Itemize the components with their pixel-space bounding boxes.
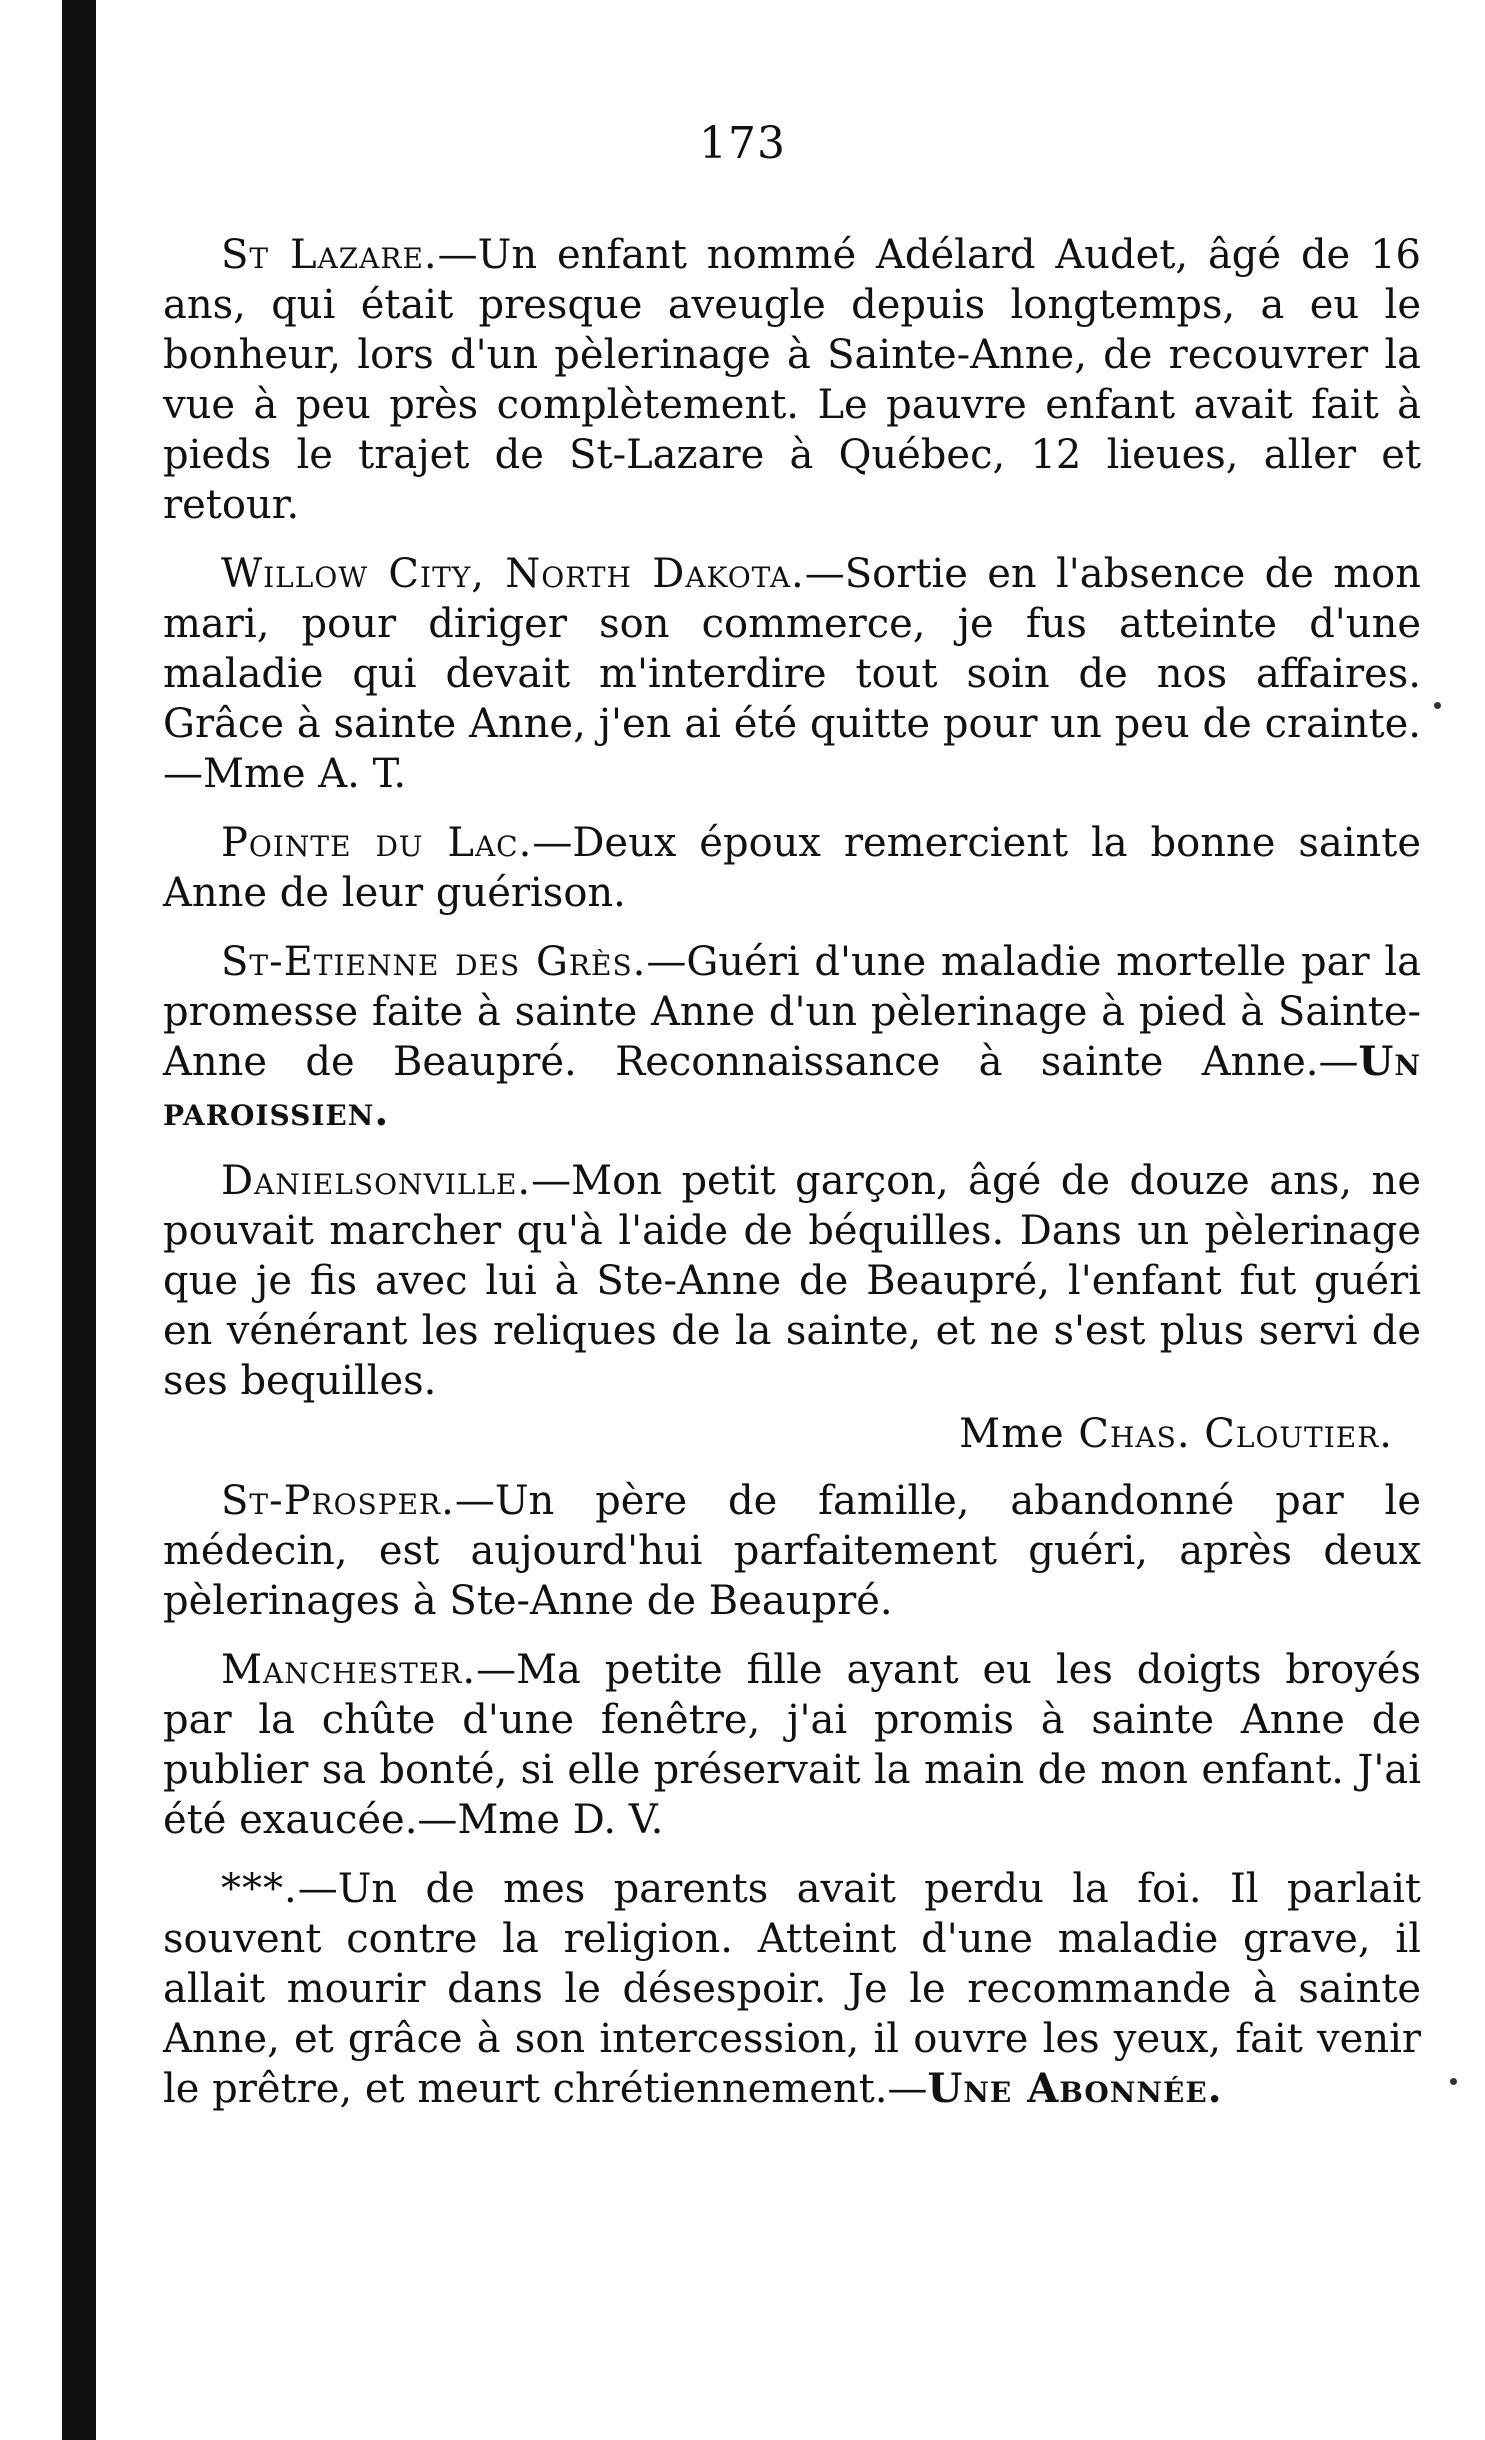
entry-place: Danielsonville. — [221, 1158, 532, 1204]
entry-st-prosper — [163, 1476, 1421, 1626]
entry-text: —Mon petit garçon, âgé de douze ans, ne pouvait marcher qu'à l'aide de béquilles. Dans un pèlerinage que je fis avec lui à Ste-Anne de Beaupré, l'enfant fut guéri en vénérant les reliques de la sainte, et ne s'est plus servi de ses bequilles. — [163, 1158, 1421, 1404]
page-number: 173 — [699, 118, 786, 169]
entry-st-lazare — [163, 230, 1421, 530]
margin-speck — [1434, 702, 1441, 709]
entry-st-etienne-des-gres — [163, 937, 1421, 1137]
text-column — [163, 230, 1421, 2133]
entry-place: Willow City, North Dakota. — [221, 551, 805, 597]
entry-place: Manchester. — [221, 1647, 477, 1693]
entry-signature: Un paroissien. — [163, 1038, 1421, 1135]
binding-edge — [62, 0, 96, 2440]
entry-place: St-Prosper. — [221, 1478, 455, 1524]
entry-manchester — [163, 1645, 1421, 1845]
entry-place: St-Etienne des Grès. — [221, 939, 647, 985]
entry-willow-city — [163, 549, 1421, 799]
entry-text: —Un père de famille, abandonné par le médecin, est aujourd'hui parfaitement guéri, après deux pèlerinages à Ste-Anne de Beaupré. — [163, 1478, 1421, 1624]
signature-name: Chas. Cloutier. — [1078, 1411, 1393, 1457]
entry-text: —Un enfant nommé Adélard Audet, âgé de 16 ans, qui était presque aveugle depuis longtemps, a eu le bonheur, lors d'un pèlerinage à Sainte-Anne, de recouvrer la vue à peu près complètement. Le pauvre enfant avait fait à pieds le trajet de St-Lazare à Québec, 12 lieues, aller et retour. — [163, 232, 1421, 528]
entry-text: —Ma petite fille ayant eu les doigts broyés par la chûte d'une fenêtre, j'ai promis à sainte Anne de publier sa bonté, si elle préservait la main de mon enfant. J'ai été exaucée.—Mme D. V. — [163, 1647, 1421, 1843]
entry-place: Pointe du Lac. — [221, 820, 533, 866]
signature-prefix: Mme — [959, 1411, 1065, 1457]
signature-line — [163, 1409, 1393, 1459]
entry-anonymous — [163, 1864, 1421, 2114]
margin-speck — [1450, 2078, 1457, 2085]
entry-text: —Sortie en l'absence de mon mari, pour diriger son commerce, je fus atteinte d'une maladie qui devait m'interdire tout soin de nos affaires. Grâce à sainte Anne, j'en ai été quitte pour un peu de crainte.—Mme A. T. — [163, 551, 1421, 797]
entry-place: St Lazare. — [221, 232, 438, 278]
entry-place: ***. — [221, 1866, 298, 1912]
entry-text: —Un de mes parents avait perdu la foi. Il parlait souvent contre la religion. Atteint d'une maladie grave, il allait mourir dans le désespoir. Je le recommande à sainte Anne, et grâce à son intercession, il ouvre les yeux, fait venir le prêtre, et meurt chrétiennement.— — [163, 1866, 1421, 2112]
entry-pointe-du-lac — [163, 818, 1421, 918]
entry-danielsonville — [163, 1156, 1421, 1406]
entry-signature: Une Abonnée. — [927, 2065, 1223, 2112]
entry-text: —Guéri d'une maladie mortelle par la promesse faite à sainte Anne d'un pèlerinage à pied à Sainte-Anne de Beaupré. Reconnaissance à sainte Anne.— — [163, 939, 1422, 1085]
entry-text: —Deux époux remercient la bonne sainte Anne de leur guérison. — [163, 820, 1421, 916]
